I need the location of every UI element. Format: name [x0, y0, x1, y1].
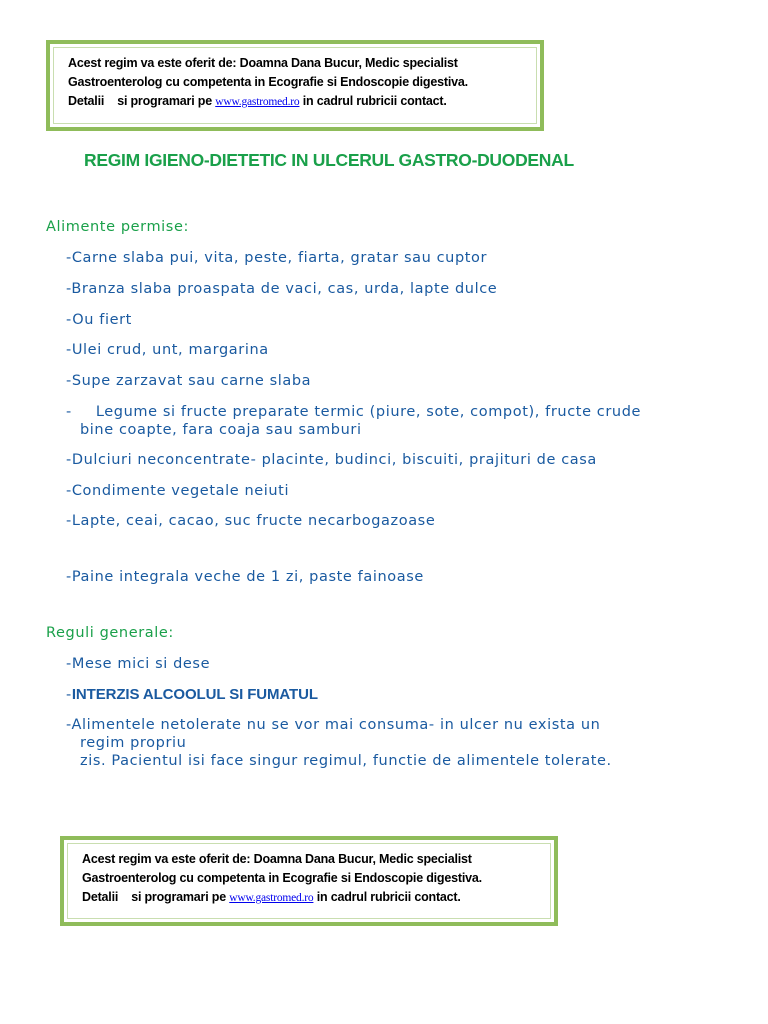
rules-item-line-1: -Alimentele netolerate nu se vor mai consuma- in ulcer nu exista un [66, 717, 601, 733]
allowed-item: -Paine integrala veche de 1 zi, paste fainoase [66, 569, 424, 585]
gastromed-link[interactable]: www.gastromed.ro [229, 892, 314, 904]
gastromed-link[interactable]: www.gastromed.ro [215, 96, 300, 108]
promo-line-1: Acest regim va este oferit de: Doamna Dana Bucur, Medic specialist [82, 852, 472, 866]
allowed-item: -Condimente vegetale neiuti [66, 483, 290, 499]
promo-line-1: Acest regim va este oferit de: Doamna Dana Bucur, Medic specialist [68, 56, 458, 70]
page-title: REGIM IGIENO-DIETETIC IN ULCERUL GASTRO-DUODENAL [84, 150, 574, 170]
allowed-item: -Supe zarzavat sau carne slaba [66, 373, 312, 389]
allowed-item: -Lapte, ceai, cacao, suc fructe necarbogazoase [66, 513, 436, 529]
allowed-item: -Ulei crud, unt, margarina [66, 342, 269, 358]
promo-line-3 [82, 888, 482, 908]
allowed-item-line-1: Legume si fructe preparate termic (piure, sote, compot), fructe crude [95, 404, 642, 420]
promo-line-3-after: in cadrul rubricii contact. [299, 94, 447, 108]
promo-box-bottom [60, 836, 558, 926]
promo-line-3 [68, 92, 468, 112]
promo-line-3-before: Detalii si programari pe [82, 890, 230, 904]
allowed-item: -Carne slaba pui, vita, peste, fiarta, gratar sau cuptor [66, 250, 488, 266]
rules-item-line-3: zis. Pacientul isi face singur regimul, functie de alimentele tolerate. [80, 753, 612, 769]
promo-text [82, 850, 482, 908]
allowed-item-dash: - [66, 404, 72, 420]
allowed-heading: Alimente permise: [46, 219, 189, 235]
promo-box-top [46, 40, 544, 131]
promo-line-3-after: in cadrul rubricii contact. [313, 890, 461, 904]
rules-item-caps [66, 686, 318, 704]
promo-line-2: Gastroenterolog cu competenta in Ecografie si Endoscopie digestiva. [68, 75, 468, 89]
rules-item-line-2: regim propriu [80, 735, 187, 751]
allowed-item: -Ou fiert [66, 312, 132, 328]
promo-text [68, 54, 468, 112]
promo-line-3-before: Detalii si programari pe [68, 94, 216, 108]
allowed-item-line-2: bine coapte, fara coaja sau samburi [80, 422, 362, 438]
promo-line-2: Gastroenterolog cu competenta in Ecografie si Endoscopie digestiva. [82, 871, 482, 885]
allowed-item: -Branza slaba proaspata de vaci, cas, urda, lapte dulce [66, 281, 498, 297]
rules-item-text: INTERZIS ALCOOLUL SI FUMATUL [71, 686, 318, 703]
allowed-item-multiline [66, 403, 641, 439]
rules-item-multiline [66, 716, 612, 770]
rules-item-dash: - [66, 687, 72, 703]
rules-heading: Reguli generale: [46, 625, 174, 641]
rules-item: -Mese mici si dese [66, 656, 211, 672]
allowed-item: -Dulciuri neconcentrate- placinte, budinci, biscuiti, prajituri de casa [66, 452, 597, 468]
